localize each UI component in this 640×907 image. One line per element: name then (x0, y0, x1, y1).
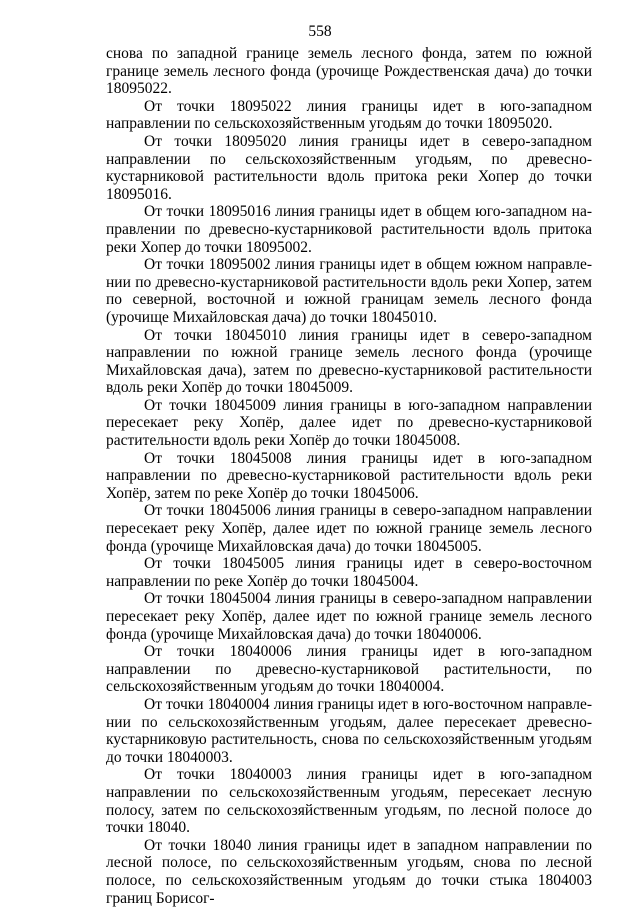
paragraph: От точки 18045008 линия границы идет в юго-западном направлении по древесно-кустарниковой растительности вдоль реки Хопёр, затем по реке Хопёр до точки 18045006. (106, 449, 592, 502)
paragraph: От точки 18040006 линия границы идет в юго-западном направлении по древесно-кустарниковой растительности, по сельскохозяйственным угодьям до точки 18040004. (106, 643, 592, 696)
paragraph: От точки 18045006 линия границы в северо-западном направлении пересекает реку Хопёр, далее идет по южной границе земель лесного фонда (урочище Михайловская дача) до точки 18045005. (106, 502, 592, 555)
page-number: 558 (308, 23, 332, 40)
document-body (106, 45, 592, 907)
paragraph: От точки 18040004 линия границы идет в юго-восточном направлении по сельскохозяйственным угодьям, далее пересекает древесно-кустарниковую растительность, снова по сельскохозяйственным угодьям до точки 18040003. (106, 695, 592, 766)
paragraph: От точки 18040003 линия границы идет в юго-западном направлении по сельскохозяйственным угодьям, пересекает лесную полосу, затем по сельскохозяйственным угодьям, по лесной полосе до точки 18040. (106, 766, 592, 837)
paragraph: От точки 18095020 линия границы идет в северо-западном направлении по сельскохозяйственным угодьям, по древесно-кустарниковой растительности вдоль притока реки Хопер до точки 18095016. (106, 132, 592, 203)
paragraph: От точки 18095022 линия границы идет в юго-западном направлении по сельскохозяйственным угодьям до точки 18095020. (106, 97, 592, 133)
paragraph: От точки 18045005 линия границы идет в северо-восточном направлении по реке Хопёр до точки 18045004. (106, 555, 592, 590)
paragraph: От точки 18045010 линия границы идет в северо-западном направлении по южной границе земель лесного фонда (урочище Михайловская дача), затем по древесно-кустарниковой растительности вдоль реки Хопёр до точки 18045009. (106, 326, 592, 397)
paragraph: От точки 18095002 линия границы идет в общем южном направлении по древесно-кустарниковой растительности вдоль реки Хопер, затем по северной, восточной и южной границам земель лесного фонда (урочище Михайловская дача) до точки 18045010. (106, 256, 592, 326)
paragraph: снова по западной границе земель лесного фонда, затем по южной границе земель лесного фонда (урочище Рождественская дача) до точки 18095022. (106, 45, 592, 98)
paragraph: От точки 18045004 линия границы в северо-западном направлении пересекает реку Хопёр, далее идет по южной границе земель лесного фонда (урочище Михайловская дача) до точки 18040006. (106, 590, 592, 643)
paragraph: От точки 18040 линия границы идет в западном направлении по лесной полосе, по сельскохозяйственным угодьям, снова по лесной полосе, по сельскохозяйственным угодьям до точки стыка 1804003 границ Борисог- (106, 836, 592, 907)
paragraph: От точки 18095016 линия границы идет в общем юго-западном направлении по древесно-кустарниковой растительности вдоль притока реки Хопер до точки 18095002. (106, 203, 592, 256)
paragraph: От точки 18045009 линия границы в юго-западном направлении пересекает реку Хопёр, далее идет по древесно-кустарниковой растительности вдоль реки Хопёр до точки 18045008. (106, 396, 592, 450)
